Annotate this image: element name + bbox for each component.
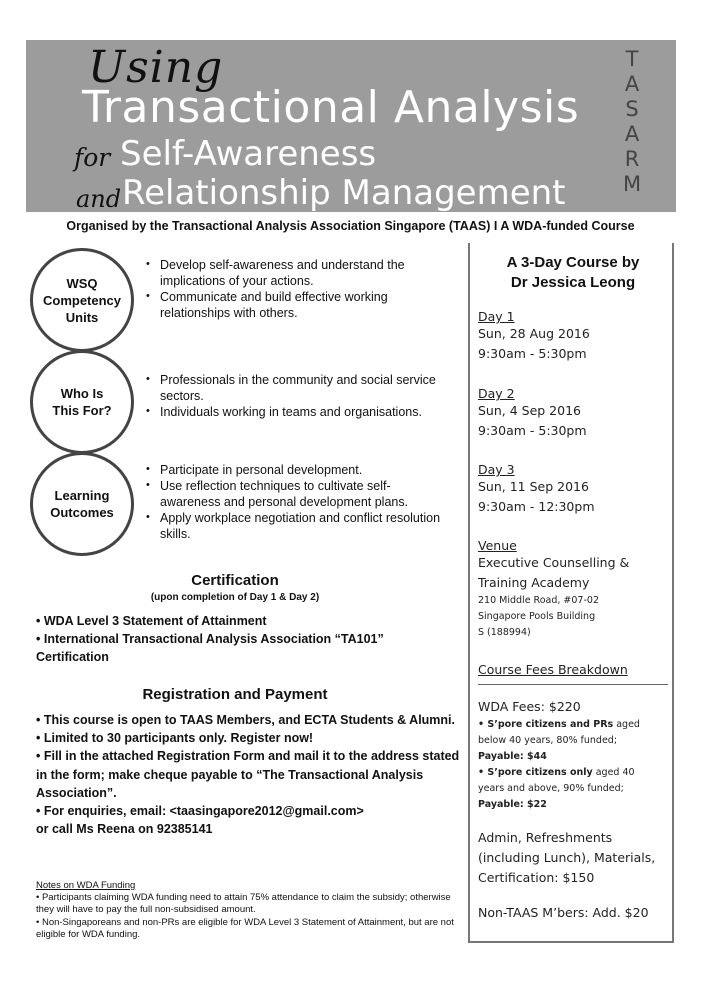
tasarm-letter: M (622, 172, 642, 196)
certification-list (36, 612, 456, 666)
fee-line: years and above, 90% funded; (478, 783, 624, 794)
who-bullets (146, 372, 456, 420)
fee-line (478, 717, 668, 733)
venue-address: 210 Middle Road, #07-02 (478, 595, 599, 606)
list-item: • International Transactional Analysis Association “TA101” Certification (36, 632, 384, 664)
list-item: • Limited to 30 participants only. Register now! (36, 731, 314, 746)
title-banner (26, 40, 676, 212)
circle-text: Units (65, 309, 99, 325)
circle-text: Who Is (60, 386, 104, 401)
list-item: • Participate in personal development. (146, 462, 446, 478)
panel-title (470, 253, 676, 293)
venue-name: Training Academy (478, 575, 590, 590)
day3-block (478, 462, 668, 517)
tasarm-letter: R (624, 147, 640, 171)
list-item: • Use reflection techniques to cultivate self-awareness and personal development plans. (146, 478, 446, 510)
who-circle (30, 350, 134, 454)
day2-date: Sun, 4 Sep 2016 (478, 403, 581, 418)
fee-rest: aged (613, 719, 640, 730)
title-main: Transactional Analysis (82, 82, 580, 133)
venue-name: Executive Counselling & (478, 555, 630, 570)
admin-fees-block (478, 828, 668, 888)
day1-label: Day 1 (478, 309, 515, 324)
fee-bold: Payable: $22 (478, 799, 547, 810)
fees-block (478, 662, 668, 677)
admin-line: (including Lunch), Materials, (478, 850, 656, 865)
notes-wda-funding (36, 880, 456, 941)
title-self-awareness: Self-Awareness (120, 134, 377, 174)
circle-text: WSQ (66, 275, 98, 291)
panel-title-line: A 3-Day Course by (506, 254, 640, 271)
certification-subtitle: (upon completion of Day 1 & Day 2) (150, 592, 320, 603)
day2-time: 9:30am - 5:30pm (478, 423, 587, 438)
wsq-circle (30, 248, 134, 352)
tasarm-letter: A (624, 122, 640, 146)
circle-text: Learning (54, 488, 110, 503)
fees-divider (478, 684, 668, 685)
non-taas-fee: Non-TAAS M’bers: Add. $20 (478, 905, 649, 920)
fee-bold: • S’pore citizens and PRs (478, 719, 614, 730)
list-item: • WDA Level 3 Statement of Attainment (36, 614, 267, 628)
title-using: Using (88, 42, 224, 93)
day3-time: 9:30am - 12:30pm (478, 499, 595, 514)
fee-bold: Payable: $44 (478, 751, 547, 762)
list-item: • This course is open to TAAS Members, and ECTA Students & Alumni. (36, 713, 456, 727)
registration-list (36, 711, 461, 838)
list-item: • Professionals in the community and social service sectors. (146, 372, 456, 404)
title-and: and (76, 185, 122, 213)
day1-date: Sun, 28 Aug 2016 (478, 326, 590, 341)
organiser-line: Organised by the Transactional Analysis Association Singapore (TAAS) I A WDA-funded Course (66, 219, 635, 233)
title-relationship: Relationship Management (122, 173, 566, 213)
circle-text: This For? (52, 403, 112, 418)
day2-label: Day 2 (478, 386, 515, 401)
list-item: • Apply workplace negotiation and conflict resolution skills. (146, 510, 446, 542)
fees-label: Course Fees Breakdown (478, 662, 628, 677)
day3-label: Day 3 (478, 462, 515, 477)
fee-rest: aged 40 (592, 767, 635, 778)
fee-line (478, 765, 668, 781)
wsq-bullets (146, 257, 436, 321)
learning-bullets (146, 462, 446, 542)
course-info-panel (468, 243, 674, 943)
circle-text: Outcomes (50, 505, 114, 520)
list-item: • Non-Singaporeans and non-PRs are eligible for WDA Level 3 Statement of Attainment, but are not eligible for WDA funding. (36, 916, 454, 940)
venue-address: S (188994) (478, 627, 531, 638)
day2-block (478, 386, 668, 441)
day1-block (478, 309, 668, 364)
tasarm-letter: T (625, 47, 639, 71)
list-item: • Communicate and build effective working relationships with others. (146, 289, 436, 321)
tasarm-letter: S (625, 97, 639, 121)
notes-title: Notes on WDA Funding (36, 880, 136, 891)
list-item: • Fill in the attached Registration Form and mail it to the address stated in the form; make cheque payable to “The Transactional Analysis Association”. (36, 749, 460, 800)
registration-title: Registration and Payment (142, 686, 328, 703)
day3-date: Sun, 11 Sep 2016 (478, 479, 589, 494)
wda-fees: WDA Fees: $220 (478, 699, 581, 714)
list-item: • Develop self-awareness and understand the implications of your actions. (146, 257, 436, 289)
tasarm-vertical (622, 47, 642, 197)
learning-circle (30, 452, 134, 556)
non-taas-block (478, 903, 668, 923)
certification-title: Certification (191, 572, 279, 589)
venue-block (478, 538, 668, 641)
list-item: • Participants claiming WDA funding need to attain 75% attendance to claim the subsidy; otherwise they will have to pay the full non-subsidised amount. (36, 892, 451, 916)
fee-line (478, 797, 668, 813)
tasarm-letter: A (624, 72, 640, 96)
fee-line (478, 749, 668, 765)
panel-title-line: Dr Jessica Leong (510, 274, 636, 291)
fee-bold: • S’pore citizens only (478, 767, 593, 778)
circle-text: Competency (42, 292, 122, 308)
list-item: • For enquiries, email: <taasingapore2012@gmail.com> (36, 804, 364, 819)
list-item: • Individuals working in teams and organisations. (146, 404, 456, 420)
admin-line: Certification: $150 (478, 870, 595, 885)
wda-fees-block (478, 697, 668, 813)
fee-line: below 40 years, 80% funded; (478, 735, 618, 746)
list-item: or call Ms Reena on 92385141 (36, 822, 213, 837)
day1-time: 9:30am - 5:30pm (478, 346, 587, 361)
admin-line: Admin, Refreshments (478, 830, 613, 845)
venue-address: Singapore Pools Building (478, 611, 596, 622)
venue-label: Venue (478, 538, 517, 553)
title-for: for (74, 143, 111, 172)
